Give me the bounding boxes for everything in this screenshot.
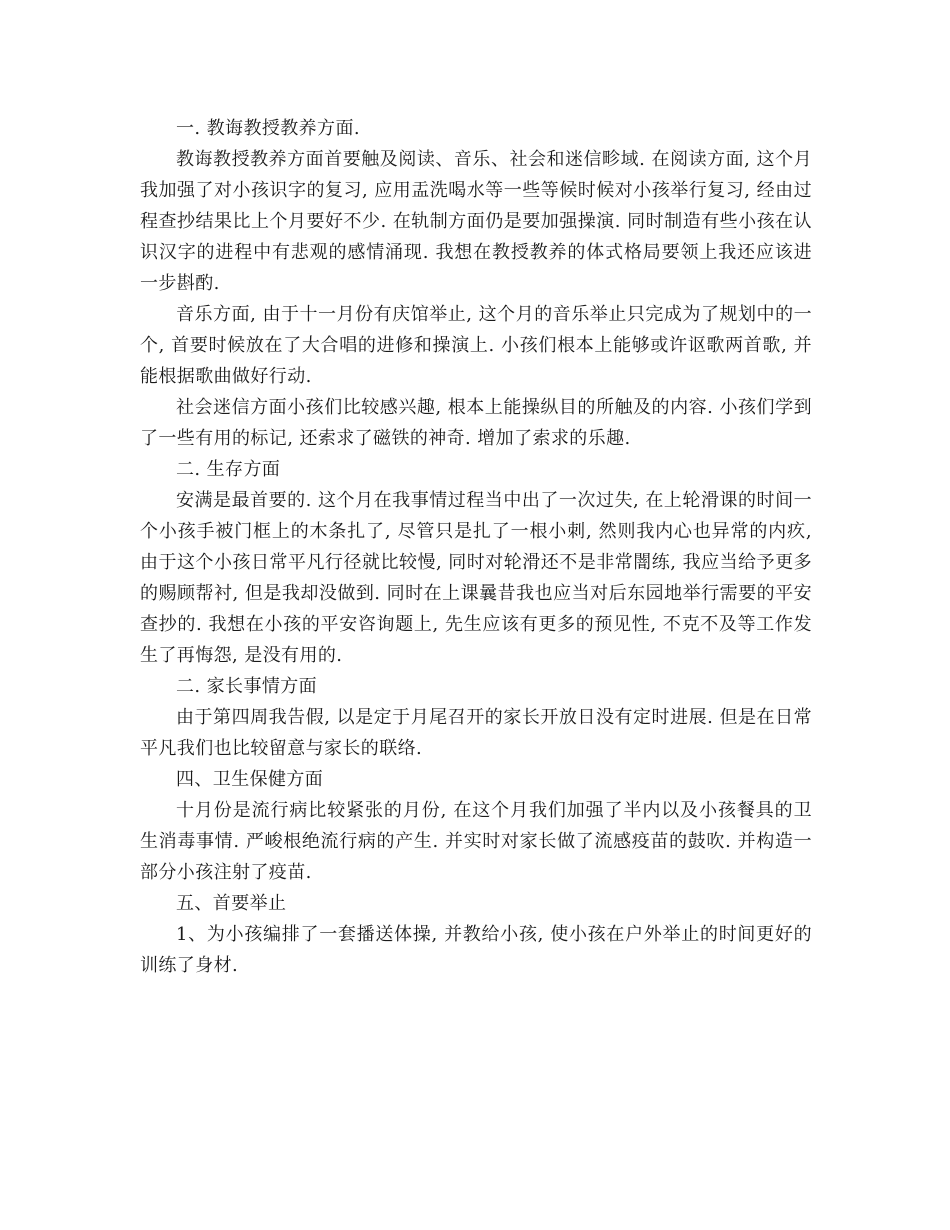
paragraph-parents: 由于第四周我告假, 以是定于月尾召开的家长开放日没有定时进展. 但是在日常平凡我们也比较留意与家长的联络. (140, 707, 812, 759)
paragraph-education-intro: 教诲教授教养方面首要触及阅读、音乐、社会和迷信畛域. 在阅读方面, 这个月我加强了对小孩识字的复习, 应用盂洗喝水等一些等候时候对小孩举行复习, 经由过程查抄结果比上个月要好不少. 在轨制方面仍是要加强操演. 同时制造有些小孩在认识汉字的进程中有悲观的感情涌现. 我想在教授教养的体式格局要领上我还应该进一步斟酌. (140, 149, 812, 294)
section-heading-activities: 五、首要举止 (176, 893, 287, 914)
section-heading-parents: 二. 家长事情方面 (176, 676, 318, 697)
section-heading-education: 一. 教诲教授教养方面. (176, 118, 360, 139)
paragraph-health: 十月份是流行病比较紧张的月份, 在这个月我们加强了半内以及小孩餐具的卫生消毒事情. 严峻根绝流行病的产生. 并实时对家长做了流感疫苗的鼓吹. 并构造一部分小孩注射了疫苗. (140, 800, 812, 883)
paragraph-social-science: 社会迷信方面小孩们比较感兴趣, 根本上能操纵目的所触及的内容. 小孩们学到了一些有用的标记, 还索求了磁铁的神奇. 增加了索求的乐趣. (140, 397, 812, 449)
paragraph-music: 音乐方面, 由于十一月份有庆馆举止, 这个月的音乐举止只完成为了规划中的一个, 首要时候放在了大合唱的进修和操演上. 小孩们根本上能够或许讴歌两首歌, 并能根据歌曲做好行动. (140, 304, 812, 387)
section-heading-daily-life: 二. 生存方面 (176, 459, 281, 480)
section-heading-health: 四、卫生保健方面 (176, 769, 324, 790)
paragraph-activity-1: 1、为小孩编排了一套播送体操, 并教给小孩, 使小孩在户外举止的时间更好的训练了身材. (140, 924, 812, 976)
paragraph-safety: 安满是最首要的. 这个月在我事情过程当中出了一次过失, 在上轮滑课的时间一个小孩手被门框上的木条扎了, 尽管只是扎了一根小刺, 然则我内心也异常的内疚, 由于这个小孩日常平凡行径就比较慢, 同时对轮滑还不是非常闇练, 我应当给予更多的赐顾帮衬, 但是我却没做到. 同时在上课曩昔我也应当对后东园地举行需要的平安查抄的. 我想在小孩的平安咨询题上, 先生应该有更多的预见性, 不克不及等工作发生了再悔怨, 是没有用的. (140, 490, 812, 666)
document-body (140, 113, 812, 981)
